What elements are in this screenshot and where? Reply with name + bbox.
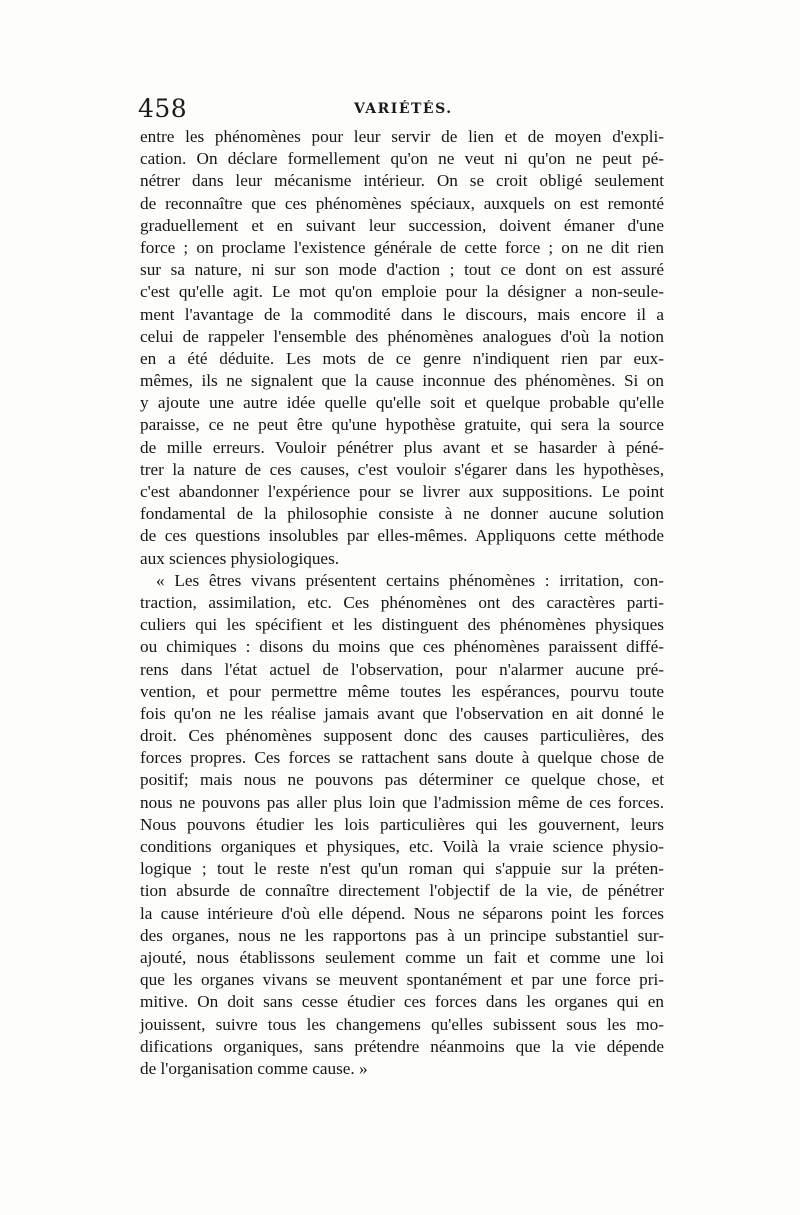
text-line: traction, assimilation, etc. Ces phénomènes ont des caractères parti- [140, 592, 664, 612]
text-line: positif; mais nous ne pouvons pas déterminer ce quelque chose, et [140, 770, 664, 790]
text-line: ou chimiques : disons du moins que ces phénomènes paraissent diffé- [140, 637, 664, 657]
text-line: ment l'avantage de la commodité dans le discours, mais encore il a [140, 304, 664, 324]
text-line: graduellement et en suivant leur succession, doivent émaner d'une [140, 215, 664, 235]
text-line: ajouté, nous établissons seulement comme un fait et comme une loi [140, 947, 664, 967]
text-line: mêmes, ils ne signalent que la cause inconnue des phénomènes. Si on [140, 371, 664, 391]
body-text [140, 126, 664, 1080]
text-line: de ces questions insolubles par elles-mêmes. Appliquons cette méthode [140, 526, 664, 546]
page-number: 458 [138, 94, 188, 123]
text-line: difications organiques, sans prétendre néanmoins que la vie dépende [140, 1036, 664, 1056]
text-line: conditions organiques et physiques, etc. Voilà la vraie science physio- [140, 837, 664, 856]
text-line: « Les êtres vivans présentent certains phénomènes : irritation, con- [156, 570, 664, 590]
text-line: culiers qui les spécifient et les distinguent des phénomènes physiques [140, 615, 664, 635]
text-line: droit. Ces phénomènes supposent donc des causes particulières, des [140, 726, 664, 746]
text-line: forces propres. Ces forces se rattachent sans doute à quelque chose de [140, 748, 664, 768]
paragraph-1 [140, 126, 664, 570]
text-line: en a été déduite. Les mots de ce genre n'indiquent rien par eux- [140, 348, 664, 368]
text-line: de mille erreurs. Vouloir pénétrer plus avant et se hasarder à péné- [140, 437, 664, 457]
text-line: nétrer dans leur mécanisme intérieur. On se croit obligé seulement [140, 171, 664, 191]
text-line: c'est qu'elle agit. Le mot qu'on emploie pour la désigner a non-seule- [140, 282, 664, 302]
running-title: VARIÉTÉS. [354, 101, 453, 117]
text-line: jouissent, suivre tous les changemens qu'elles subissent sous les mo- [140, 1014, 664, 1034]
text-line: de reconnaître que ces phénomènes spéciaux, auxquels on est remonté [140, 193, 664, 213]
text-line: la cause intérieure d'où elle dépend. Nous ne séparons point les forces [140, 903, 664, 923]
text-line: Nous pouvons étudier les lois particulières qui les gouvernent, leurs [140, 814, 664, 834]
text-line: nous ne pouvons pas aller plus loin que l'admission même de ces forces. [140, 792, 664, 812]
text-line: vention, et pour permettre même toutes les espérances, pourvu toute [140, 681, 664, 701]
running-head [138, 92, 666, 126]
text-line: sur sa nature, ni sur son mode d'action ; tout ce dont on est assuré [140, 260, 664, 280]
text-line: c'est abandonner l'expérience pour se livrer aux suppositions. Le point [140, 482, 664, 501]
text-line: y ajoute une autre idée quelle qu'elle soit et quelque probable qu'elle [140, 393, 664, 413]
text-line: force ; on proclame l'existence générale de cette force ; on ne dit rien [140, 237, 664, 257]
text-line: mitive. On doit sans cesse étudier ces forces dans les organes qui en [140, 992, 664, 1012]
text-line: paraisse, ce ne peut être qu'une hypothèse gratuite, qui sera la source [140, 415, 664, 435]
text-line: cation. On déclare formellement qu'on ne veut ni qu'on ne peut pé- [140, 149, 664, 169]
text-line: logique ; tout le reste n'est qu'un roman qui s'appuie sur la préten- [140, 859, 664, 879]
text-line: aux sciences physiologiques. [140, 548, 340, 568]
text-line: trer la nature de ces causes, c'est vouloir s'égarer dans les hypothèses, [140, 459, 664, 479]
text-line: fondamental de la philosophie consiste à ne donner aucune solution [140, 504, 664, 524]
text-line: des organes, nous ne les rapportons pas à un principe substantiel sur- [140, 925, 664, 945]
text-line: entre les phénomènes pour leur servir de lien et de moyen d'expli- [140, 127, 664, 146]
text-line: de l'organisation comme cause. » [140, 1058, 368, 1078]
text-line: rens dans l'état actuel de l'observation, pour n'alarmer aucune pré- [140, 659, 664, 679]
text-line: celui de rappeler l'ensemble des phénomènes analogues d'où la notion [140, 326, 664, 346]
text-line: fois qu'on ne les réalise jamais avant que l'observation en ait donné le [140, 703, 664, 723]
text-line: que les organes vivans se meuvent spontanément et par une force pri- [140, 970, 664, 990]
paragraph-2 [140, 570, 664, 1080]
text-line: tion absurde de connaître directement l'objectif de la vie, de pénétrer [140, 881, 664, 901]
